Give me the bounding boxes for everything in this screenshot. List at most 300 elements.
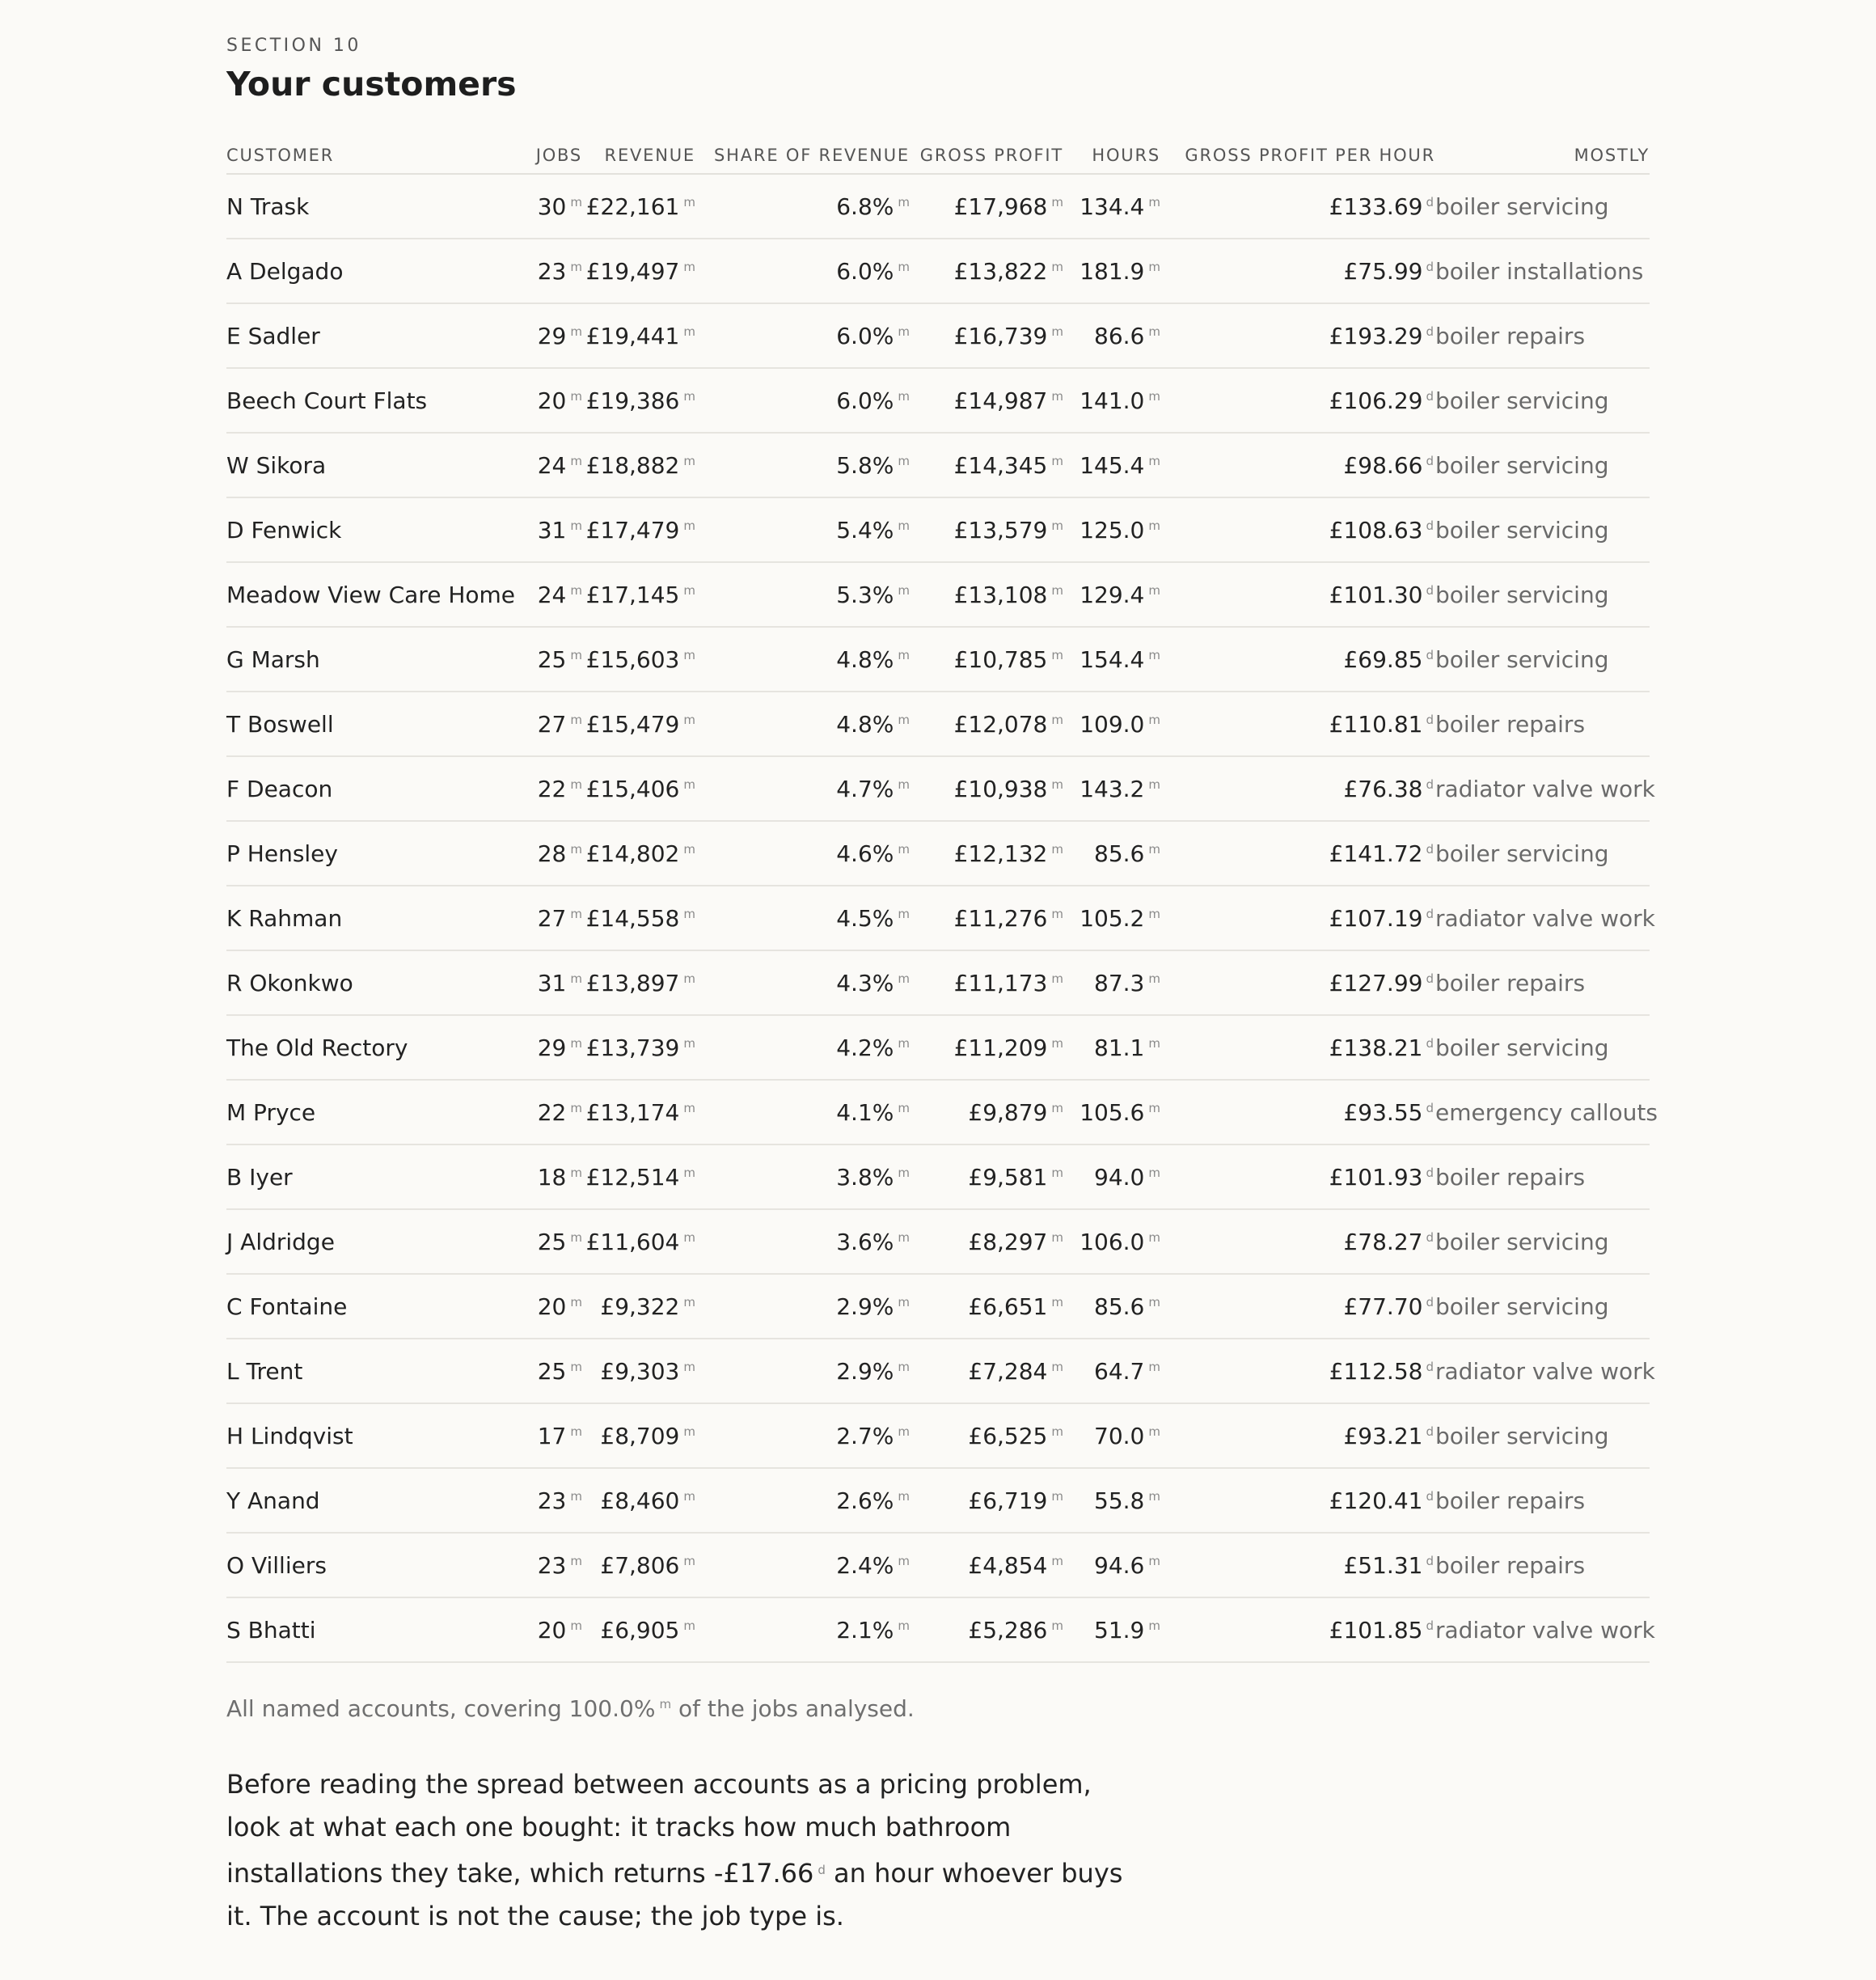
cell-customer: G Marsh — [226, 627, 518, 692]
unit-marker: m — [683, 1359, 695, 1374]
value: £13,739 — [585, 1034, 680, 1061]
value: 17 — [537, 1422, 567, 1449]
table-row — [226, 950, 1650, 1015]
value: 27 — [537, 710, 567, 738]
cell-gp-per-hour — [1160, 886, 1435, 950]
value: 4.7% — [836, 775, 894, 802]
table-body — [226, 174, 1658, 1662]
unit-marker: m — [898, 906, 910, 921]
cell-gp-per-hour — [1160, 303, 1435, 368]
unit-marker: m — [683, 1035, 695, 1051]
cell-gp-per-hour — [1160, 1080, 1435, 1144]
unit-marker: m — [683, 259, 695, 274]
unit-marker: m — [570, 1294, 582, 1309]
cell-customer: R Okonkwo — [226, 950, 518, 1015]
cell-jobs — [518, 433, 582, 497]
value: £120.41 — [1329, 1487, 1423, 1514]
unit-marker: d — [1426, 1294, 1434, 1309]
cell-mostly: boiler servicing — [1435, 174, 1650, 239]
unit-marker: m — [683, 906, 695, 921]
unit-marker: m — [570, 971, 582, 986]
value: 27 — [537, 904, 567, 932]
unit-marker: d — [1426, 324, 1434, 339]
unit-marker: m — [1051, 518, 1063, 533]
table-row — [226, 1403, 1650, 1468]
unit-marker: m — [898, 453, 910, 468]
cell-customer: T Boswell — [226, 692, 518, 756]
cell-share — [695, 1274, 910, 1339]
cell-mostly: boiler servicing — [1435, 562, 1650, 627]
value: £4,854 — [968, 1551, 1048, 1579]
value: £112.58 — [1329, 1357, 1423, 1385]
cell-gross-profit — [910, 1274, 1063, 1339]
cell-gp-per-hour — [1160, 1468, 1435, 1533]
cell-mostly: boiler servicing — [1435, 1274, 1650, 1339]
unit-marker: m — [570, 259, 582, 274]
value: £14,345 — [953, 451, 1048, 479]
cell-gross-profit — [910, 368, 1063, 433]
value: £127.99 — [1329, 969, 1423, 996]
value: £77.70 — [1343, 1292, 1423, 1320]
cell-hours — [1063, 1274, 1160, 1339]
paragraph-before: Before reading the spread between accounts as a pricing problem, look at what each one bought: it tracks how much bathroom installations they take, which returns — [226, 1769, 1092, 1889]
cell-jobs — [518, 821, 582, 886]
cell-jobs — [518, 1274, 582, 1339]
value: £193.29 — [1329, 322, 1423, 349]
unit-marker: m — [570, 647, 582, 662]
cell-mostly: radiator valve work — [1435, 756, 1650, 821]
unit-marker: m — [1148, 1100, 1160, 1115]
value: £78.27 — [1343, 1228, 1423, 1255]
value: £13,579 — [953, 516, 1048, 544]
cell-share — [695, 174, 910, 239]
value: £7,284 — [968, 1357, 1048, 1385]
value: £13,174 — [585, 1098, 680, 1126]
cell-hours — [1063, 174, 1160, 239]
unit-marker: m — [570, 1359, 582, 1374]
cell-mostly: boiler repairs — [1435, 950, 1650, 1015]
unit-marker: m — [1051, 712, 1063, 727]
value: 4.8% — [836, 645, 894, 673]
col-header-revenue: REVENUE — [582, 138, 695, 174]
unit-marker: m — [1148, 647, 1160, 662]
unit-marker: m — [1051, 971, 1063, 986]
cell-hours — [1063, 1468, 1160, 1533]
value: 25 — [537, 1228, 567, 1255]
value: 2.9% — [836, 1292, 894, 1320]
unit-marker: m — [683, 1424, 695, 1439]
unit-marker: m — [1148, 1553, 1160, 1568]
unit-marker: m — [1051, 647, 1063, 662]
cell-jobs — [518, 562, 582, 627]
cell-customer: M Pryce — [226, 1080, 518, 1144]
unit-marker: m — [570, 1035, 582, 1051]
cell-gross-profit — [910, 1080, 1063, 1144]
cell-hours — [1063, 1015, 1160, 1080]
cell-customer: J Aldridge — [226, 1209, 518, 1274]
cell-share — [695, 368, 910, 433]
unit-marker: m — [1051, 1553, 1063, 1568]
cell-jobs — [518, 692, 582, 756]
unit-marker: m — [570, 518, 582, 533]
cell-mostly: radiator valve work — [1435, 886, 1650, 950]
unit-marker: m — [570, 582, 582, 598]
cell-gp-per-hour — [1160, 627, 1435, 692]
value: 4.1% — [836, 1098, 894, 1126]
unit-marker: m — [898, 1229, 910, 1245]
cell-revenue — [582, 1533, 695, 1597]
value: £133.69 — [1329, 192, 1423, 220]
unit-marker: d — [1426, 1553, 1434, 1568]
unit-marker: m — [898, 647, 910, 662]
unit-marker: m — [683, 647, 695, 662]
cell-customer: Beech Court Flats — [226, 368, 518, 433]
cell-gross-profit — [910, 692, 1063, 756]
cell-share — [695, 1209, 910, 1274]
cell-gross-profit — [910, 562, 1063, 627]
unit-marker: m — [898, 388, 910, 404]
value: 4.2% — [836, 1034, 894, 1061]
value: 23 — [537, 257, 567, 285]
value: 24 — [537, 581, 567, 608]
cell-share — [695, 1597, 910, 1662]
value: 20 — [537, 1616, 567, 1644]
cell-share — [695, 1339, 910, 1403]
value: £15,479 — [585, 710, 680, 738]
unit-marker: m — [1148, 1294, 1160, 1309]
cell-jobs — [518, 1468, 582, 1533]
unit-marker: d — [1426, 453, 1434, 468]
value: £13,897 — [585, 969, 680, 996]
value: 85.6 — [1094, 840, 1145, 867]
cell-mostly: radiator valve work — [1435, 1339, 1650, 1403]
unit-marker: m — [898, 712, 910, 727]
value: £10,785 — [953, 645, 1048, 673]
coverage-note-before: All named accounts, covering — [226, 1695, 562, 1722]
col-header-share: SHARE OF REVENUE — [695, 138, 910, 174]
value: 2.9% — [836, 1357, 894, 1385]
section-title: Your customers — [226, 65, 517, 104]
value: £10,938 — [953, 775, 1048, 802]
cell-customer: E Sadler — [226, 303, 518, 368]
value: £11,276 — [953, 904, 1048, 932]
value: £9,303 — [600, 1357, 680, 1385]
cell-gp-per-hour — [1160, 1403, 1435, 1468]
unit-marker: m — [898, 776, 910, 792]
value: 106.0 — [1080, 1228, 1145, 1255]
unit-marker: m — [1051, 1294, 1063, 1309]
unit-marker: m — [898, 1294, 910, 1309]
unit-marker: m — [683, 1165, 695, 1180]
cell-revenue — [582, 1080, 695, 1144]
unit-marker: m — [683, 518, 695, 533]
cell-jobs — [518, 239, 582, 303]
value: £93.21 — [1343, 1422, 1423, 1449]
table-row — [226, 239, 1650, 303]
cell-mostly: boiler servicing — [1435, 497, 1650, 562]
cell-mostly: boiler repairs — [1435, 1533, 1650, 1597]
unit-marker: m — [1148, 324, 1160, 339]
unit-marker: d — [1426, 1035, 1434, 1051]
value: 143.2 — [1080, 775, 1145, 802]
cell-hours — [1063, 821, 1160, 886]
value: 81.1 — [1094, 1034, 1145, 1061]
cell-customer: Y Anand — [226, 1468, 518, 1533]
cell-gross-profit — [910, 1403, 1063, 1468]
value: 64.7 — [1094, 1357, 1145, 1385]
cell-revenue — [582, 1144, 695, 1209]
unit-marker: d — [1426, 259, 1434, 274]
table-row — [226, 497, 1650, 562]
cell-gross-profit — [910, 239, 1063, 303]
cell-jobs — [518, 1144, 582, 1209]
value: £76.38 — [1343, 775, 1423, 802]
table-row — [226, 368, 1650, 433]
unit-marker: m — [1148, 906, 1160, 921]
cell-revenue — [582, 950, 695, 1015]
cell-mostly: boiler servicing — [1435, 627, 1650, 692]
cell-customer: W Sikora — [226, 433, 518, 497]
cell-gross-profit — [910, 1468, 1063, 1533]
value: 28 — [537, 840, 567, 867]
value: 154.4 — [1080, 645, 1145, 673]
table-row — [226, 627, 1650, 692]
cell-customer: F Deacon — [226, 756, 518, 821]
cell-share — [695, 692, 910, 756]
unit-marker: d — [1426, 388, 1434, 404]
value: £16,739 — [953, 322, 1048, 349]
unit-marker: m — [1051, 194, 1063, 209]
value: £7,806 — [600, 1551, 680, 1579]
cell-hours — [1063, 1339, 1160, 1403]
value: 2.4% — [836, 1551, 894, 1579]
unit-marker: m — [1051, 1424, 1063, 1439]
unit-marker: m — [570, 776, 582, 792]
unit-marker: m — [1051, 1035, 1063, 1051]
value: 181.9 — [1080, 257, 1145, 285]
cell-share — [695, 303, 910, 368]
unit-marker: m — [683, 971, 695, 986]
cell-mostly: boiler servicing — [1435, 368, 1650, 433]
value: 134.4 — [1080, 192, 1145, 220]
cell-share — [695, 886, 910, 950]
unit-marker: m — [683, 1229, 695, 1245]
unit-marker: m — [683, 712, 695, 727]
value: £14,558 — [585, 904, 680, 932]
cell-revenue — [582, 886, 695, 950]
cell-jobs — [518, 950, 582, 1015]
value: 22 — [537, 1098, 567, 1126]
value: 2.7% — [836, 1422, 894, 1449]
value: £19,497 — [585, 257, 680, 285]
value: £6,905 — [600, 1616, 680, 1644]
col-header-gross-profit: GROSS PROFIT — [910, 138, 1063, 174]
unit-marker: m — [1148, 712, 1160, 727]
unit-marker: m — [898, 1553, 910, 1568]
value: 25 — [537, 1357, 567, 1385]
table-row — [226, 1468, 1650, 1533]
cell-gross-profit — [910, 1144, 1063, 1209]
unit-marker: m — [1148, 1618, 1160, 1633]
cell-jobs — [518, 886, 582, 950]
unit-marker: d — [1426, 1100, 1434, 1115]
unit-marker: m — [1051, 324, 1063, 339]
unit-marker: m — [898, 1424, 910, 1439]
unit-marker: m — [1051, 906, 1063, 921]
value: £12,078 — [953, 710, 1048, 738]
unit-marker: d — [1426, 194, 1434, 209]
table-row — [226, 1274, 1650, 1339]
cell-revenue — [582, 821, 695, 886]
cell-mostly: radiator valve work — [1435, 1597, 1650, 1662]
unit-marker: m — [683, 324, 695, 339]
cell-revenue — [582, 497, 695, 562]
cell-mostly: boiler servicing — [1435, 1403, 1650, 1468]
cell-gp-per-hour — [1160, 821, 1435, 886]
cell-jobs — [518, 497, 582, 562]
value: 141.0 — [1080, 387, 1145, 414]
table-row — [226, 886, 1650, 950]
cell-hours — [1063, 497, 1160, 562]
unit-marker: m — [570, 1553, 582, 1568]
unit-marker: m — [898, 841, 910, 857]
value: £14,802 — [585, 840, 680, 867]
value: 87.3 — [1094, 969, 1145, 996]
unit-marker: m — [570, 712, 582, 727]
cell-customer: O Villiers — [226, 1533, 518, 1597]
value: 23 — [537, 1487, 567, 1514]
cell-gross-profit — [910, 303, 1063, 368]
unit-marker: m — [683, 1488, 695, 1504]
unit-marker: m — [570, 1488, 582, 1504]
cell-jobs — [518, 1533, 582, 1597]
value: £75.99 — [1343, 257, 1423, 285]
value: 29 — [537, 1034, 567, 1061]
unit-marker: m — [659, 1697, 672, 1711]
cell-customer: Meadow View Care Home — [226, 562, 518, 627]
unit-marker: d — [1426, 712, 1434, 727]
unit-marker: m — [898, 1165, 910, 1180]
cell-revenue — [582, 692, 695, 756]
value: £141.72 — [1329, 840, 1423, 867]
unit-marker: m — [570, 1100, 582, 1115]
unit-marker: d — [1426, 1165, 1434, 1180]
value: 20 — [537, 1292, 567, 1320]
unit-marker: m — [683, 1294, 695, 1309]
unit-marker: m — [1148, 388, 1160, 404]
cell-share — [695, 1533, 910, 1597]
cell-share — [695, 756, 910, 821]
unit-marker: d — [1426, 582, 1434, 598]
cell-revenue — [582, 239, 695, 303]
cell-customer: P Hensley — [226, 821, 518, 886]
unit-marker: m — [683, 582, 695, 598]
value: £5,286 — [968, 1616, 1048, 1644]
value: £11,209 — [953, 1034, 1048, 1061]
cell-share — [695, 1080, 910, 1144]
table-row — [226, 756, 1650, 821]
unit-marker: m — [683, 841, 695, 857]
cell-gross-profit — [910, 433, 1063, 497]
value: 105.2 — [1080, 904, 1145, 932]
unit-marker: m — [683, 776, 695, 792]
cell-hours — [1063, 562, 1160, 627]
value: 3.8% — [836, 1163, 894, 1191]
value: 4.3% — [836, 969, 894, 996]
cell-gp-per-hour — [1160, 239, 1435, 303]
cell-gp-per-hour — [1160, 950, 1435, 1015]
cell-jobs — [518, 368, 582, 433]
cell-share — [695, 1468, 910, 1533]
unit-marker: m — [898, 194, 910, 209]
cell-hours — [1063, 692, 1160, 756]
value: £9,322 — [600, 1292, 680, 1320]
col-header-hours: HOURS — [1063, 138, 1160, 174]
unit-marker: m — [1148, 776, 1160, 792]
unit-marker: m — [683, 194, 695, 209]
cell-jobs — [518, 1403, 582, 1468]
value: £8,297 — [968, 1228, 1048, 1255]
unit-marker: m — [570, 1229, 582, 1245]
unit-marker: m — [898, 971, 910, 986]
cell-share — [695, 497, 910, 562]
value: £138.21 — [1329, 1034, 1423, 1061]
value: 70.0 — [1094, 1422, 1145, 1449]
value: £9,879 — [968, 1098, 1048, 1126]
table-row — [226, 433, 1650, 497]
value: £19,386 — [585, 387, 680, 414]
value: 129.4 — [1080, 581, 1145, 608]
value: £15,603 — [585, 645, 680, 673]
value: 109.0 — [1080, 710, 1145, 738]
cell-mostly: boiler installations — [1435, 239, 1650, 303]
cell-jobs — [518, 627, 582, 692]
value: £17,968 — [953, 192, 1048, 220]
unit-marker: d — [818, 1863, 826, 1877]
cell-customer: S Bhatti — [226, 1597, 518, 1662]
unit-marker: m — [683, 453, 695, 468]
table-row — [226, 1339, 1650, 1403]
value: 23 — [537, 1551, 567, 1579]
cell-customer: K Rahman — [226, 886, 518, 950]
cell-share — [695, 1015, 910, 1080]
cell-revenue — [582, 756, 695, 821]
cell-hours — [1063, 303, 1160, 368]
unit-marker: m — [1148, 1424, 1160, 1439]
table-header-row — [226, 138, 1650, 174]
cell-gross-profit — [910, 174, 1063, 239]
paragraph-value: -£17.66 — [713, 1858, 814, 1889]
col-header-customer: CUSTOMER — [226, 138, 518, 174]
value: £18,882 — [585, 451, 680, 479]
value: 6.0% — [836, 257, 894, 285]
unit-marker: d — [1426, 841, 1434, 857]
cell-revenue — [582, 303, 695, 368]
cell-revenue — [582, 1339, 695, 1403]
value: £8,460 — [600, 1487, 680, 1514]
value: 125.0 — [1080, 516, 1145, 544]
value: 85.6 — [1094, 1292, 1145, 1320]
cell-gross-profit — [910, 886, 1063, 950]
table-row — [226, 303, 1650, 368]
cell-gross-profit — [910, 627, 1063, 692]
value: £22,161 — [585, 192, 680, 220]
cell-jobs — [518, 174, 582, 239]
cell-gp-per-hour — [1160, 1209, 1435, 1274]
table-row — [226, 174, 1650, 239]
cell-gross-profit — [910, 756, 1063, 821]
unit-marker: m — [1051, 1488, 1063, 1504]
